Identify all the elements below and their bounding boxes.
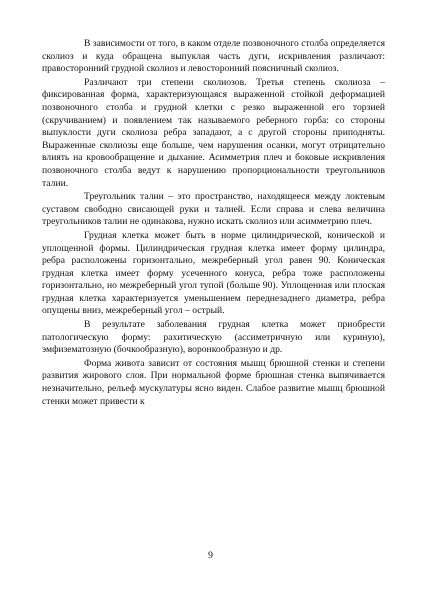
paragraph-abdomen-shape: Форма живота зависит от состояния мышц брюшной стенки и степени развития жирового слоя. При нормальной форме брюшная стенка выпячивается незначительно, рельеф мускулатуры ясно виден. Слабое развитие мышц брюшной стенки может привести к xyxy=(42,357,385,407)
paragraph-chest-pathology: В результате заболевания грудная клетка может приобрести патологическую форму: рахитическую (ассиметричную или куриную), эмфизематозную (бочкообразную), воронкообразную и др. xyxy=(42,319,385,356)
paragraph-waist-triangle: Треугольник талии – это пространство, находящееся между локтевым суставом свободно свисающей руки и талией. Если справа и слева величина треугольников талии не одинакова, нужно искать сколиоз или асимметрию плеч. xyxy=(42,191,385,228)
paragraph-chest-shape: Грудная клетка может быть в норме цилиндрической, конической и уплощенной формы. Цилиндрическая грудная клетка имеет форму цилиндра, ребра расположены горизонтально, межреберный угол равен 90. Коническая грудная клетка имеет форму усеченного конуса, ребра тоже расположены горизонтально, но межреберный угол тупой (больше 90). Уплощенная или плоская грудная клетка характеризуется уменьшением переднезаднего диаметра, ребра опущены вниз, межреберный угол – острый. xyxy=(42,229,385,317)
document-body xyxy=(42,38,385,409)
paragraph-scoliosis-degrees: Различают три степени сколиозов. Третья степень сколиоза – фиксированная форма, характеризующаяся выраженной стойкой деформацией позвоночного столба и грудной клетки с резко выраженной его торзией (скручиванием) и появлением так называемого реберного горба: со стороны выпуклости дуги сколиоза ребра западают, а с другой стороны приподняты. Выраженные сколиозы еще больше, чем нарушения осанки, могут отрицательно влиять на кровообращение и дыхание. Асимметрия плеч и боковые искривления позвоночного столба ведут к нарушению пропорциональности треугольников талии. xyxy=(42,76,385,189)
paragraph-scoliosis-types: В зависимости от того, в каком отделе позвоночного столба определяется сколиоз и куда обращена выпуклая часть дуги, искривления различают: правосторонний грудной сколиоз и левосторонний поясничный сколиоз. xyxy=(42,38,385,75)
page-number: 9 xyxy=(208,550,213,561)
